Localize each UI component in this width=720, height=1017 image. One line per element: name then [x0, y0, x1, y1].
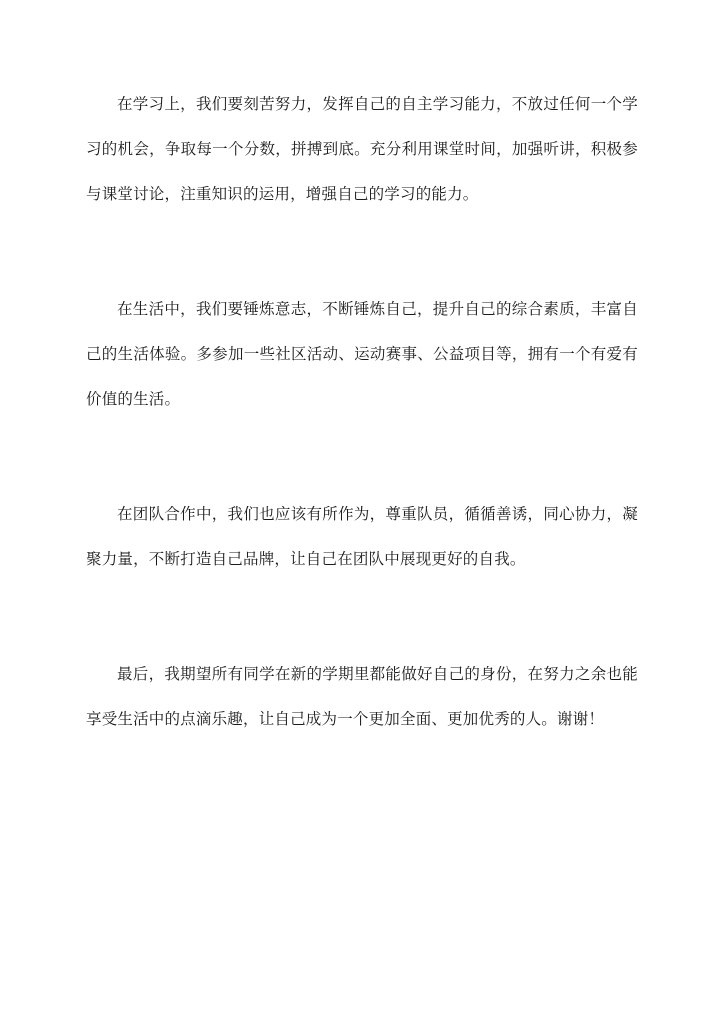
paragraph-life: 在生活中，我们要锤炼意志，不断锤炼自己，提升自己的综合素质，丰富自己的生活体验。多参加一些社区活动、运动赛事、公益项目等，拥有一个有爱有价值的生活。: [86, 300, 638, 408]
paragraph-study: 在学习上，我们要刻苦努力，发挥自己的自主学习能力，不放过任何一个学习的机会，争取每一个分数，拼搏到底。充分利用课堂时间，加强听讲，积极参与课堂讨论，注重知识的运用，增强自己的学习的能力。: [86, 95, 638, 203]
document-body: [86, 82, 638, 742]
paragraph-teamwork: 在团队合作中，我们也应该有所作为，尊重队员，循循善诱，同心协力，凝聚力量，不断打造自己品牌，让自己在团队中展现更好的自我。: [86, 505, 638, 568]
paragraph-closing: 最后，我期望所有同学在新的学期里都能做好自己的身份，在努力之余也能享受生活中的点滴乐趣，让自己成为一个更加全面、更加优秀的人。谢谢！: [86, 665, 638, 728]
